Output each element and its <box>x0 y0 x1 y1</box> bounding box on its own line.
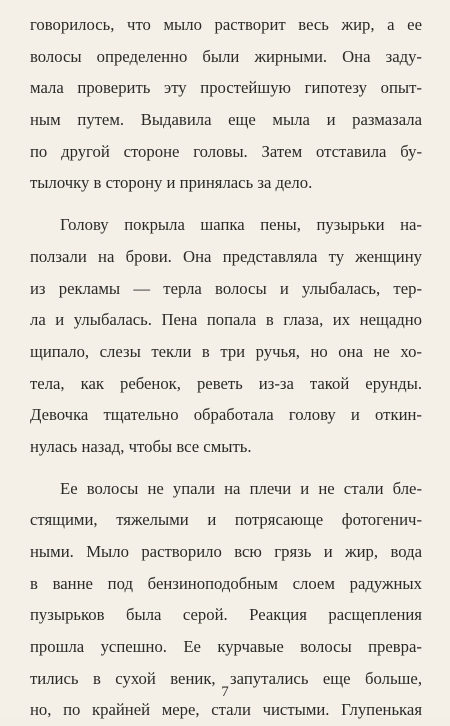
text-line: пузырьков была серой. Реакция расщепления <box>30 605 422 625</box>
text-line: волосы определенно были жирными. Она заду- <box>30 46 422 66</box>
paragraph-gap <box>30 199 422 209</box>
text-line: ла и улыбалась. Пена попала в глаза, их нещадно <box>30 310 422 330</box>
text-line: стящими, тяжелыми и потрясающе фотогенич- <box>30 510 422 530</box>
text-line: говорилось, что мыло растворит весь жир, а ее <box>30 15 422 34</box>
body-text <box>30 9 422 726</box>
text-line: тела, как ребенок, реветь из-за такой ерунды. <box>30 373 422 393</box>
text-line: щипало, слезы текли в три ручья, но она не хо- <box>30 341 422 361</box>
text-line: тылочку в сторону и принялась за дело. <box>30 173 313 193</box>
text-line: тились в сухой веник, запутались еще больше, <box>30 668 422 688</box>
paragraph-gap <box>30 463 422 473</box>
text-line: ным путем. Выдавила еще мыла и размазала <box>30 110 422 130</box>
page-number: 7 <box>221 684 229 700</box>
text-line: в ванне под бензиноподобным слоем радужных <box>30 573 422 593</box>
text-line: прошла успешно. Ее курчавые волосы превра- <box>30 637 422 657</box>
text-line: но, по крайней мере, стали чистыми. Глупенькая <box>30 700 422 720</box>
text-line: ползали на брови. Она представляла ту женщину <box>30 246 422 266</box>
text-line: мала проверить эту простейшую гипотезу опыт- <box>30 78 422 98</box>
text-line: нулась назад, чтобы все смыть. <box>30 436 252 456</box>
text-line: из рекламы — терла волосы и улыбалась, тер- <box>30 278 422 298</box>
text-line: Голову покрыла шапка пены, пузырьки на- <box>60 215 422 235</box>
text-line: Ее волосы не упали на плечи и не стали бле- <box>60 478 422 498</box>
text-line: Девочка тщательно обработала голову и откин- <box>30 405 422 425</box>
text-line: по другой стороне головы. Затем отставила бу- <box>30 141 422 161</box>
text-line: ными. Мыло растворило всю грязь и жир, вода <box>30 542 422 561</box>
